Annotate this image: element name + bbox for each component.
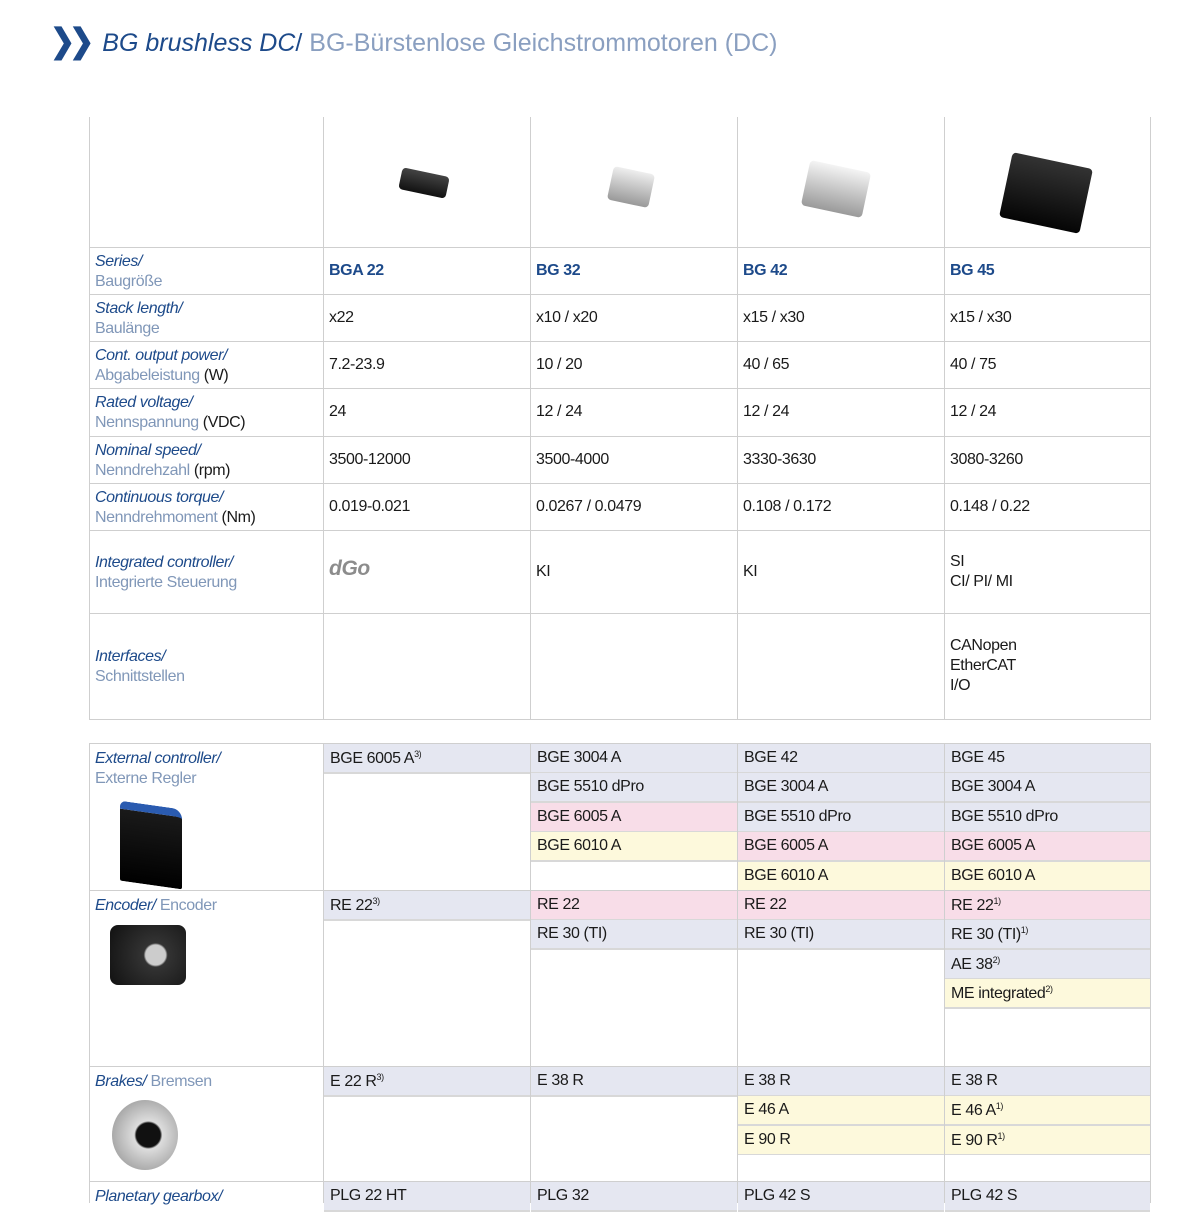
spec-value: x15 / x30 (743, 308, 805, 326)
row-label-de: Baugröße (95, 272, 163, 290)
series-name: BG 42 (743, 261, 788, 279)
row-label (95, 393, 321, 433)
accessory-item (738, 1126, 944, 1156)
accessory-item (945, 1096, 1150, 1126)
bg45-motor-image (999, 152, 1093, 234)
spec-value: 3500-4000 (536, 450, 609, 468)
section-divider (89, 1181, 1151, 1182)
spec-value: 40 / 75 (950, 355, 997, 373)
footnote-marker: 1) (995, 1101, 1003, 1112)
empty-row (945, 1009, 1150, 1039)
bga22-motor-image (398, 167, 450, 198)
accessory-item (738, 1067, 944, 1097)
column-divider (89, 743, 90, 1203)
row-label (95, 252, 321, 292)
section-label (95, 749, 321, 789)
bg32-motor-image (607, 166, 655, 208)
footnote-marker: 1) (993, 896, 1001, 906)
accessory-name: E 46 A (744, 1101, 789, 1119)
accessory-item (531, 920, 737, 950)
row-label-de: Nenndrehzahl (95, 461, 190, 479)
accessory-name: RE 22 (744, 896, 787, 913)
dgo-logo (329, 556, 370, 580)
accessory-item (738, 920, 944, 950)
accessory-item (945, 920, 1150, 950)
section-label (95, 1072, 321, 1092)
section-divider (89, 1066, 1151, 1067)
accessory-item (738, 1096, 944, 1126)
spec-value: 10 / 20 (536, 355, 583, 373)
row-label-de: Nenndrehmoment (95, 508, 218, 526)
accessory-item (531, 1182, 737, 1212)
accessory-item (738, 862, 944, 892)
accessory-name: RE 30 (TI) (537, 925, 607, 943)
row-label-en: Stack length (95, 299, 179, 317)
slash: / (228, 553, 233, 571)
accessory-item (738, 773, 944, 803)
accessory-item (945, 832, 1150, 862)
row-label-de: Nennspannung (95, 414, 199, 431)
row-divider (89, 247, 1151, 248)
accessory-item (945, 891, 1150, 921)
accessory-name: RE 22 (951, 897, 994, 914)
accessory-item (945, 950, 1150, 980)
accessory-name: AE 38 (951, 955, 993, 973)
footnote-marker: 2) (992, 954, 1000, 965)
accessory-name: E 46 A (951, 1102, 996, 1120)
accessory-name: RE 22 (330, 897, 373, 914)
spec-value: 12 / 24 (536, 403, 583, 420)
accessory-item (324, 891, 530, 921)
empty-row (738, 950, 944, 980)
row-label-en: Rated voltage (95, 394, 189, 411)
footnote-marker: 3) (376, 1072, 384, 1082)
accessory-name: BGE 6005 A (951, 837, 1036, 855)
dgo-logo-go: Go (341, 556, 370, 580)
accessory-name: RE 30 (TI) (951, 926, 1021, 944)
row-label-unit: (W) (199, 366, 229, 384)
accessory-item (945, 803, 1150, 833)
footnote-marker: 1) (997, 1130, 1005, 1141)
section-label-de: Bremsen (150, 1073, 212, 1090)
column-divider (530, 743, 531, 1203)
accessory-name: BGE 5510 dPro (744, 807, 851, 825)
accessory-name: BGE 3004 A (951, 778, 1036, 796)
accessory-item (531, 773, 737, 803)
footnote-marker: 2) (1045, 984, 1053, 995)
footnote-marker: 3) (372, 896, 380, 906)
accessory-name: PLG 32 (537, 1187, 589, 1204)
accessory-item (945, 979, 1150, 1009)
spec-value: 12 / 24 (950, 403, 997, 420)
section-label-en: Encoder (95, 897, 152, 914)
row-divider (89, 719, 1151, 720)
accessory-name: PLG 22 HT (330, 1187, 407, 1204)
footnote-marker: 3) (414, 749, 422, 759)
accessory-name: E 90 R (744, 1130, 791, 1148)
accessory-name: BGE 6005 A (537, 807, 622, 825)
slash: / (178, 299, 183, 317)
row-label (95, 346, 321, 386)
accessory-name: BGE 6005 A (330, 750, 415, 767)
spec-value: 0.148 / 0.22 (950, 497, 1030, 515)
accessory-name: BGE 3004 A (537, 749, 622, 766)
column-divider (1150, 743, 1151, 1203)
accessory-item (324, 744, 530, 774)
page-title: ❯❯ BG brushless DC/ BG-Bürstenlose Gleichstrommotoren (DC) (50, 23, 778, 60)
row-label (95, 647, 321, 687)
double-chevron-icon: ❯❯ (50, 23, 89, 60)
column-divider (944, 743, 945, 1203)
slash: / (196, 441, 201, 459)
accessory-name: PLG 42 S (744, 1187, 811, 1204)
column-divider (737, 743, 738, 1203)
accessory-item (945, 1182, 1150, 1212)
row-label-de: Baulänge (95, 319, 160, 337)
accessory-item (945, 862, 1150, 892)
column-divider (1150, 117, 1151, 719)
section-label-de: Encoder (159, 897, 217, 914)
slash: / (223, 346, 228, 364)
slash: / (188, 394, 193, 411)
accessory-item (945, 1126, 1150, 1156)
accessory-item (738, 1182, 944, 1212)
spec-value: CANopen EtherCAT I/O (950, 637, 1017, 694)
accessory-item (324, 1182, 530, 1212)
accessory-item (531, 803, 737, 833)
accessory-item (531, 744, 737, 774)
row-divider (89, 294, 1151, 295)
accessory-item (531, 1067, 737, 1097)
spec-value: x22 (329, 308, 354, 326)
accessory-item (738, 744, 944, 774)
accessory-name: RE 22 (537, 896, 580, 913)
spec-value: 0.108 / 0.172 (743, 497, 832, 515)
slash: / (218, 488, 224, 506)
spec-value: 3330-3630 (743, 450, 816, 468)
spec-value: 0.0267 / 0.0479 (536, 497, 642, 515)
section-label-de: Externe Regler (95, 770, 197, 787)
brake-image (112, 1100, 178, 1170)
row-label (95, 488, 321, 528)
accessory-name: BGE 6010 A (951, 866, 1036, 884)
row-label-en: Continuous torque (95, 488, 219, 506)
accessory-item (945, 744, 1150, 774)
slash: / (216, 750, 221, 767)
accessory-name: BGE 6010 A (537, 837, 622, 855)
accessory-item (531, 891, 737, 921)
accessory-name: E 22 R (330, 1073, 377, 1090)
accessory-name: BGE 5510 dPro (537, 778, 644, 796)
bg42-motor-image (801, 160, 871, 218)
accessory-item (738, 832, 944, 862)
accessory-name: BGE 6005 A (744, 837, 829, 855)
spec-value: 3500-12000 (329, 450, 411, 468)
accessory-item (945, 1067, 1150, 1097)
row-label-unit: (Nm) (217, 508, 256, 526)
section-label-en: External controller (95, 750, 217, 767)
accessory-name: BGE 5510 dPro (951, 807, 1058, 825)
encoder-image (110, 925, 186, 985)
slash: / (142, 1073, 147, 1090)
row-label-unit: (rpm) (189, 461, 231, 479)
accessory-item (738, 803, 944, 833)
row-label (95, 441, 321, 481)
accessory-name: E 90 R (951, 1131, 998, 1149)
series-name: BGA 22 (329, 261, 384, 279)
column-divider (530, 117, 531, 719)
spec-value: KI (743, 562, 758, 580)
slash: / (137, 252, 142, 270)
section-label (95, 1187, 321, 1207)
spec-value: 40 / 65 (743, 355, 790, 373)
accessory-name: BGE 3004 A (744, 778, 829, 796)
column-divider (323, 743, 324, 1203)
row-label (95, 299, 321, 339)
section-label-en: Brakes (95, 1073, 143, 1090)
spec-value: x15 / x30 (950, 308, 1012, 326)
row-divider (89, 613, 1151, 614)
slash: / (161, 648, 166, 665)
dgo-logo-d: d (329, 556, 342, 580)
column-divider (323, 117, 324, 719)
accessory-name: BGE 45 (951, 749, 1005, 766)
row-divider (89, 341, 1151, 342)
accessory-name: PLG 42 S (951, 1187, 1018, 1204)
accessory-name: E 38 R (951, 1072, 998, 1089)
spec-value: 3080-3260 (950, 450, 1023, 468)
footnote-marker: 1) (1020, 925, 1028, 936)
row-label-en: Nominal speed (95, 441, 197, 459)
row-label-de: Abgabeleistung (95, 366, 200, 384)
accessory-item (738, 891, 944, 921)
column-divider (944, 117, 945, 719)
spec-value: 7.2-23.9 (329, 355, 385, 373)
series-name: BG 45 (950, 261, 995, 279)
slash: / (151, 897, 156, 914)
column-divider (737, 117, 738, 719)
accessory-name: BGE 6010 A (744, 866, 829, 884)
row-label-de: Schnittstellen (95, 668, 185, 685)
spec-value: 0.019-0.021 (329, 497, 411, 515)
row-divider (89, 483, 1151, 484)
section-divider (89, 890, 1151, 891)
row-label (95, 553, 321, 593)
spec-value: 12 / 24 (743, 403, 790, 420)
row-label-en: Cont. output power (95, 346, 223, 364)
row-divider (89, 388, 1151, 389)
spec-value: 24 (329, 403, 346, 420)
column-divider (89, 117, 90, 719)
spec-value: KI (536, 562, 551, 580)
slash: / (218, 1188, 223, 1205)
accessory-name: E 38 R (744, 1072, 791, 1089)
external-controller-image (120, 801, 182, 890)
spec-value: x10 / x20 (536, 308, 598, 326)
accessory-item (324, 1067, 530, 1097)
row-label-de: Integrierte Steuerung (95, 573, 237, 591)
row-label-en: Interfaces (95, 648, 162, 665)
accessory-name: E 38 R (537, 1072, 584, 1089)
accessory-name: BGE 42 (744, 749, 798, 766)
section-label (95, 896, 321, 916)
row-label-en: Series (95, 252, 138, 270)
section-label-en: Planetary gearbox (95, 1188, 219, 1205)
section-divider (89, 743, 1151, 744)
row-label-en: Integrated controller (95, 553, 229, 571)
accessory-name: RE 30 (TI) (744, 925, 814, 943)
row-divider (89, 436, 1151, 437)
series-name: BG 32 (536, 261, 581, 279)
spec-value: SI CI/ PI/ MI (950, 552, 1013, 590)
accessory-item (531, 832, 737, 862)
accessory-name: ME integrated (951, 985, 1046, 1003)
row-divider (89, 530, 1151, 531)
row-label-unit: (VDC) (198, 414, 246, 431)
accessory-item (945, 773, 1150, 803)
